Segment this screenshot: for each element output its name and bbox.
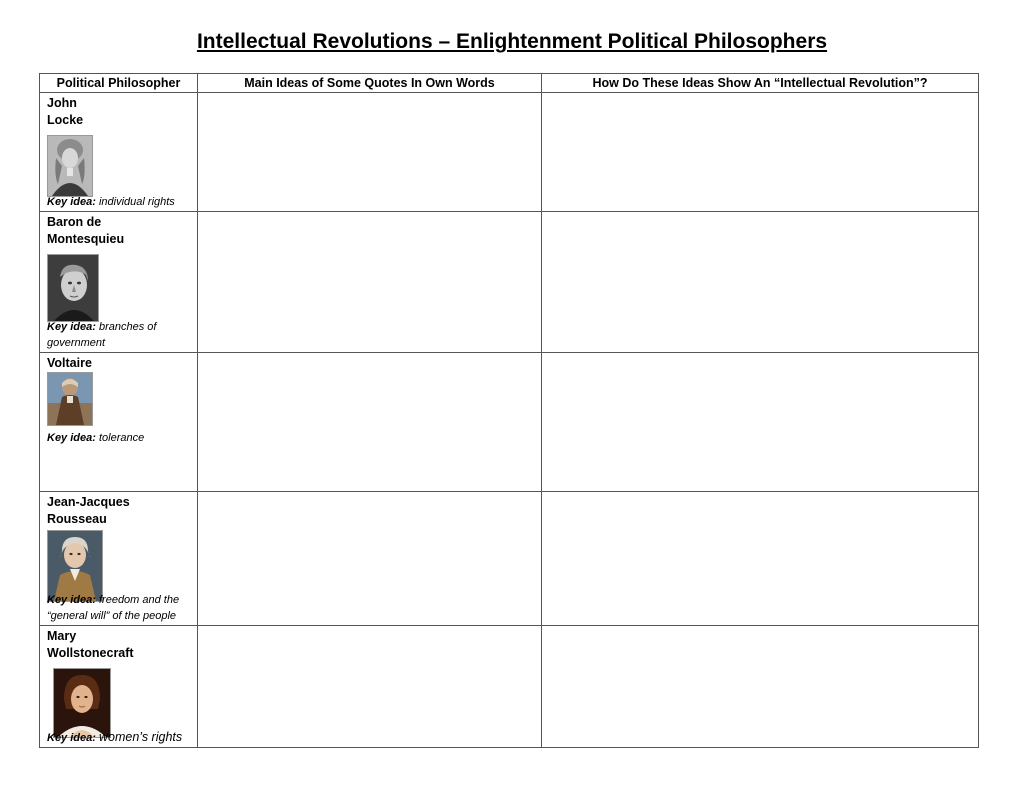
key-idea [47,729,193,746]
philosopher-name: Baron de [47,215,102,230]
main-ideas-cell[interactable] [198,625,542,747]
philosopher-cell-voltaire [40,352,198,491]
header-intellectual-revolution: How Do These Ideas Show An “Intellectual Revolution”? [542,74,979,93]
revolution-cell[interactable] [542,492,979,625]
key-idea-text: individual rights [98,196,175,209]
philosopher-name: Mary [47,628,77,643]
key-idea-text: freedom and the “general will” of the people [47,593,180,622]
revolution-cell[interactable] [542,625,979,747]
key-idea-text: branches of government [47,320,157,349]
philosopher-name: Wollstonecraft [47,645,134,660]
table-row [40,625,979,747]
philosopher-name: Montesquieu [47,232,125,247]
key-idea-label: Key idea: [47,593,96,606]
philosopher-cell-locke [40,93,198,212]
portrait-montesquieu-image [47,254,99,322]
table-row [40,93,979,212]
page-title: Intellectual Revolutions – Enlightenment Political Philosophers [196,30,828,53]
philosopher-cell-montesquieu [40,212,198,352]
main-ideas-cell[interactable] [198,492,542,625]
philosopher-name: John [47,96,77,111]
philosopher-name: Rousseau [47,512,107,527]
table-row [40,212,979,352]
key-idea-label: Key idea: [47,431,96,444]
header-political-philosopher: Political Philosopher [40,74,198,93]
philosopher-name: Locke [47,113,84,128]
revolution-cell[interactable] [542,212,979,352]
key-idea-label: Key idea: [47,732,96,744]
philosopher-cell-wollstonecraft [40,625,198,747]
main-ideas-cell[interactable] [198,212,542,352]
key-idea [47,194,193,210]
key-idea [47,319,193,351]
philosophers-table [39,73,979,748]
portrait-voltaire-image [47,372,93,426]
revolution-cell[interactable] [542,93,979,212]
portrait-wollstonecraft-image [53,668,111,738]
portrait-locke-image [47,135,93,197]
table-row [40,492,979,625]
revolution-cell[interactable] [542,352,979,491]
philosopher-name: Jean-Jacques [47,495,130,510]
philosopher-cell-rousseau [40,492,198,625]
header-main-ideas: Main Ideas of Some Quotes In Own Words [198,74,542,93]
key-idea-label: Key idea: [47,196,96,209]
header-row [40,74,979,93]
main-ideas-cell[interactable] [198,352,542,491]
key-idea [47,430,193,446]
key-idea [47,592,193,624]
key-idea-text: women’s rights [98,730,183,744]
key-idea-text: tolerance [98,431,145,444]
table-row [40,352,979,491]
philosopher-name: Voltaire [47,355,92,370]
key-idea-label: Key idea: [47,320,96,333]
main-ideas-cell[interactable] [198,93,542,212]
